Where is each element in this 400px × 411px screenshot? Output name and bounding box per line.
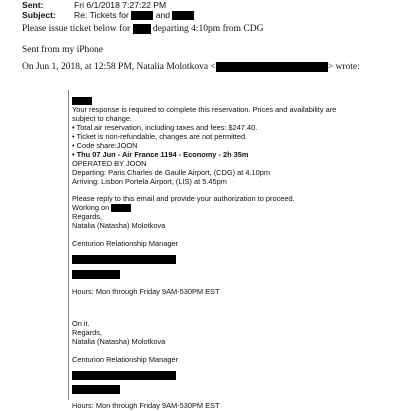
redaction-bar xyxy=(216,62,328,72)
sent-value: Fri 6/1/2018 7:27:22 PM xyxy=(74,0,167,10)
subject-prefix: Re: Tickets for xyxy=(74,10,129,20)
regards-line: Regards, xyxy=(72,328,102,337)
bullet-total: • Total air reservation, including taxes and fees: $247.40. xyxy=(72,123,258,132)
sender-name: Natalia (Natasha) Molotkova xyxy=(72,221,166,230)
reply-line-suffix: departing 4:10pm from CDG xyxy=(152,24,264,34)
arriving-line: Arriving: Lisbon Portela Airport, (LIS) at 5.45pm xyxy=(72,177,227,186)
working-on-text: Working on xyxy=(72,203,110,212)
departing-line: Departing: Paris Charles de Gaulle Airport, (CDG) at 4.10pm xyxy=(72,168,270,177)
redaction-bar xyxy=(131,11,153,20)
sent-label: Sent: xyxy=(22,0,44,10)
redaction-bar xyxy=(172,11,194,20)
subject-and: and xyxy=(155,10,171,20)
redaction-bar xyxy=(72,371,176,380)
hours-line: Hours: Mon through Friday 9AM-530PM EST xyxy=(72,287,220,296)
redaction-bar xyxy=(72,255,176,264)
quote-intro-suffix: > wrote: xyxy=(327,62,360,72)
redaction-bar xyxy=(72,270,120,279)
reply-line-prefix: Please issue ticket below for xyxy=(22,24,131,34)
hours-line: Hours: Mon through Friday 9AM-530PM EST xyxy=(72,401,220,410)
subject-row xyxy=(22,10,194,20)
sender-name: Natalia (Natasha) Molotkova xyxy=(72,337,166,346)
reply-line xyxy=(22,23,263,35)
redaction-bar xyxy=(72,385,120,394)
response-required-text: Your response is required to complete this reservation. Prices and availability are subject to change. xyxy=(72,105,337,123)
sent-row xyxy=(22,0,166,10)
regards-line: Regards, xyxy=(72,212,102,221)
please-reply-line: Please reply to this email and provide your authorization to proceed. xyxy=(72,194,295,203)
bullet-flight: • Thu 07 Jun - Air France 1194 - Economy - 2h 35m xyxy=(72,150,249,159)
signature-line: Sent from my iPhone xyxy=(22,45,104,55)
redaction-bar xyxy=(111,204,131,212)
subject-label: Subject: xyxy=(22,10,56,20)
redaction-bar xyxy=(72,97,92,105)
redaction-bar xyxy=(133,24,151,34)
quote-intro xyxy=(22,61,360,73)
sender-title: Centurion Relationship Manager xyxy=(72,355,178,364)
bullet-codeshare: • Code share:JOON xyxy=(72,141,138,150)
bullet-nonrefundable: • Ticket is non-refundable, changes are not permitted. xyxy=(72,132,248,141)
quote-intro-prefix: On Jun 1, 2018, at 12:58 PM, Natalia Molotkova < xyxy=(22,62,216,72)
operated-by: OPERATED BY JOON xyxy=(72,159,147,168)
sender-title: Centurion Relationship Manager xyxy=(72,239,178,248)
on-it-line: On it. xyxy=(72,319,90,328)
